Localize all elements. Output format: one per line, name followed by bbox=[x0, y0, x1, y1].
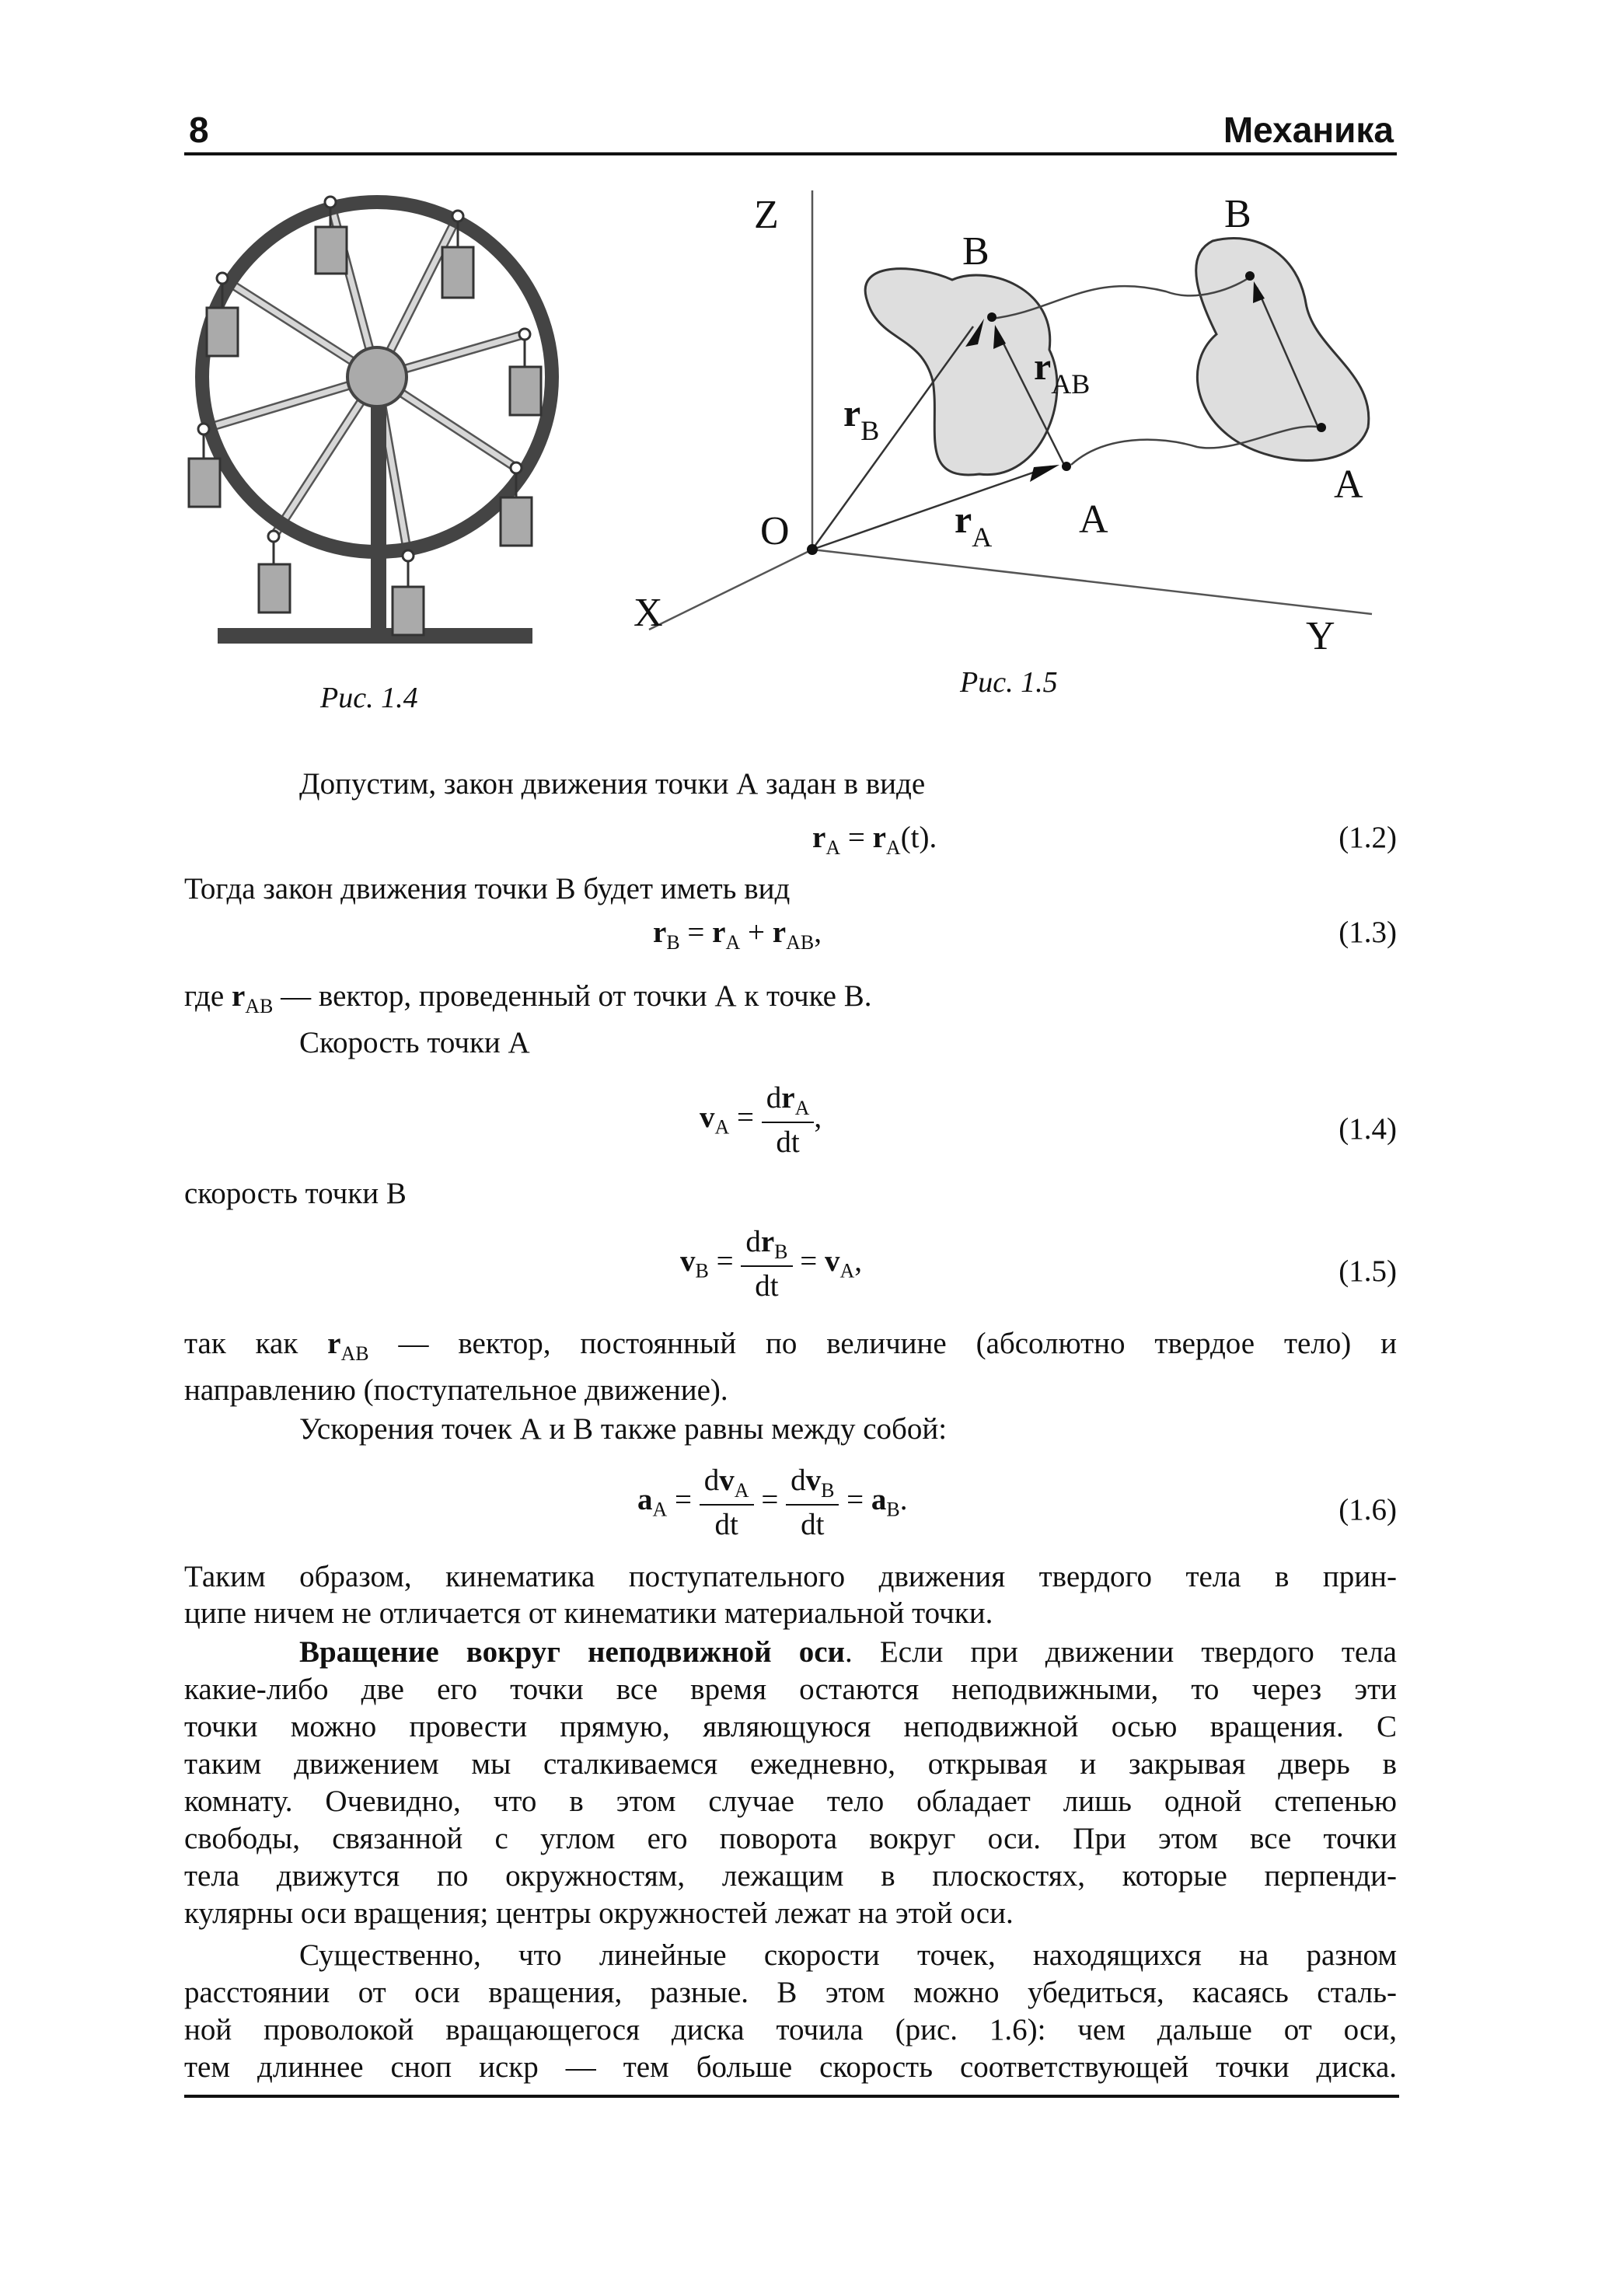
x-axis bbox=[649, 550, 812, 630]
running-header bbox=[184, 101, 1397, 155]
wheel-base bbox=[218, 628, 532, 644]
label-b1: B bbox=[962, 229, 989, 274]
equation-1-5: $v_B$ = $\frac{dr_B}{dt}$ = $v_A$, bbox=[680, 1225, 863, 1303]
label-o: O bbox=[760, 509, 790, 553]
equation-number-1-2: (1.2) bbox=[1339, 821, 1397, 854]
equation-number-1-5: (1.5) bbox=[1339, 1254, 1397, 1288]
paragraph-8-line-1: Таким образом, кинематика поступательного движения твердого тела в прин- bbox=[184, 1560, 1397, 1593]
paragraph-3: где $r_{AB}$ — вектор, проведенный от точки А к точке В. bbox=[184, 979, 872, 1017]
equation-number-1-4: (1.4) bbox=[1339, 1112, 1397, 1146]
equation-number-1-6: (1.6) bbox=[1339, 1493, 1397, 1527]
equation-1-2: $r_A = r_A(t)$. bbox=[812, 821, 937, 859]
paragraph-4: Скорость точки А bbox=[299, 1026, 530, 1059]
figure-1-5-diagram bbox=[622, 179, 1399, 676]
paragraph-9-line-6: свободы, связанной с углом его поворота вокруг оси. При этом все точки bbox=[184, 1822, 1397, 1855]
equation-1-6: $a_A$ = $\frac{dv_A}{dt}$ = $\frac{dv_B}{dt}$ = $a_B$. bbox=[637, 1464, 908, 1541]
paragraph-10-line-3: ной проволокой вращающегося диска точила (рис. 1.6): чем дальше от оси, bbox=[184, 2013, 1397, 2047]
body-position-1 bbox=[865, 269, 1057, 475]
body-position-2 bbox=[1196, 239, 1369, 461]
y-axis bbox=[812, 550, 1372, 614]
label-x: X bbox=[633, 591, 663, 635]
paragraph-2: Тогда закон движения точки В будет иметь вид bbox=[184, 872, 791, 905]
wheel-stand bbox=[371, 377, 386, 636]
paragraph-9-line-2: какие-либо две его точки все время остаются неподвижными, то через эти bbox=[184, 1673, 1397, 1706]
page-number: 8 bbox=[189, 110, 209, 150]
equation-number-1-3: (1.3) bbox=[1339, 916, 1397, 949]
paragraph-5: скорость точки В bbox=[184, 1177, 407, 1210]
paragraph-10-line-2: расстоянии от оси вращения, разные. В этом можно убедиться, касаясь сталь- bbox=[184, 1976, 1397, 2009]
paragraph-9-line-5: комнату. Очевидно, что в этом случае тело обладает лишь одной степенью bbox=[184, 1785, 1397, 1818]
label-b2: B bbox=[1224, 192, 1251, 236]
paragraph-8-line-2: ципе ничем не отличается от кинематики материальной точки. bbox=[184, 1596, 993, 1630]
footer-rule bbox=[184, 2095, 1399, 2098]
equation-1-4: $v_A$ = $\frac{dr_A}{dt}$ , bbox=[700, 1081, 822, 1159]
paragraph-9-line-3: точки можно провести прямую, являющуюся неподвижной осью вращения. С bbox=[184, 1710, 1397, 1743]
label-y: Y bbox=[1306, 614, 1335, 658]
label-z: Z bbox=[754, 193, 779, 237]
label-rab: $r_{AB}$ bbox=[1034, 344, 1091, 400]
section-heading-rotation: Вращение вокруг неподвижной оси bbox=[299, 1635, 846, 1669]
paragraph-6-line-1: так как $r_{AB}$ — вектор, постоянный по величине (абсолютно твердое тело) и bbox=[184, 1327, 1397, 1365]
wheel-hub bbox=[347, 347, 407, 407]
section-title: Механика bbox=[1223, 110, 1394, 150]
paragraph-10-line-1: Существенно, что линейные скорости точек, находящихся на разном bbox=[299, 1938, 1397, 1972]
label-ra: $r_A$ bbox=[955, 497, 993, 553]
paragraph-10-line-4: тем длиннее сноп искр — тем больше скорость соответствующей точки диска. bbox=[184, 2050, 1397, 2084]
paragraph-9-line-4: таким движением мы сталкиваемся ежедневно, открывая и закрывая дверь в bbox=[184, 1747, 1397, 1781]
paragraph-1: Допустим, закон движения точки А задан в виде bbox=[299, 767, 926, 801]
label-rb: $r_B$ bbox=[843, 391, 880, 446]
equation-1-3: $r_B = r_A + r_{AB}$, bbox=[653, 916, 822, 954]
paragraph-9-line-1: Вращение вокруг неподвижной оси. Если при движении твердого тела bbox=[299, 1635, 1397, 1669]
paragraph-9-line-8: кулярны оси вращения; центры окружностей лежат на этой оси. bbox=[184, 1896, 1014, 1930]
label-a1: A bbox=[1079, 497, 1108, 542]
paragraph-6-line-2: направлению (поступательное движение). bbox=[184, 1373, 728, 1407]
figure-1-4-caption: Рис. 1.4 bbox=[320, 682, 418, 714]
figure-1-5-caption: Рис. 1.5 bbox=[960, 666, 1058, 699]
paragraph-7: Ускорения точек А и В также равны между собой: bbox=[299, 1412, 948, 1446]
paragraph-9-line-7: тела движутся по окружностям, лежащим в плоскостях, которые перпенди- bbox=[184, 1859, 1397, 1893]
figure-1-4-ferris-wheel bbox=[187, 179, 575, 676]
label-a2: A bbox=[1334, 462, 1363, 507]
